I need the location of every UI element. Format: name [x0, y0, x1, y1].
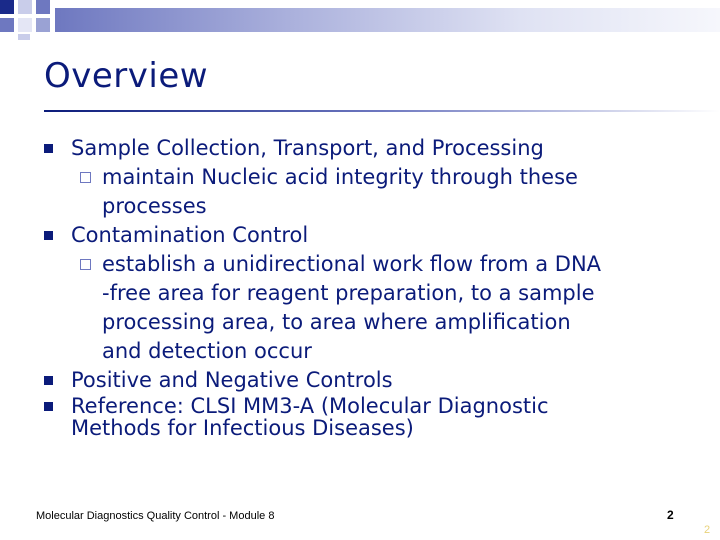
decor-square-5: [18, 18, 32, 32]
sub-bullet-text: processing area, to area where amplification: [102, 310, 571, 334]
corner-mark: 2: [704, 524, 711, 536]
bullet-text: Contamination Control: [71, 223, 309, 247]
decor-square-7: [18, 34, 30, 40]
decor-square-6: [36, 18, 50, 32]
slide-title: Overview: [44, 56, 209, 96]
hollow-square-bullet-icon: [80, 172, 91, 183]
sub-bullet-continuation: [44, 279, 694, 308]
filled-square-bullet-icon: [44, 376, 53, 385]
sub-bullet-continuation: [44, 337, 694, 366]
sub-bullet-continuation: [44, 192, 694, 221]
title-underline: [44, 110, 720, 112]
bullet-item: [44, 221, 694, 250]
bullet-item: [44, 366, 694, 395]
header-gradient-band: [55, 8, 720, 32]
sub-bullet-text: processes: [102, 194, 207, 218]
bullet-item: [44, 395, 694, 417]
bullet-continuation: [44, 417, 694, 439]
filled-square-bullet-icon: [44, 144, 53, 153]
filled-square-bullet-icon: [44, 402, 53, 411]
sub-bullet-text: and detection occur: [102, 339, 312, 363]
sub-bullet-text: -free area for reagent preparation, to a sample: [102, 281, 595, 305]
decor-square-1: [0, 0, 14, 14]
bullet-text: Methods for Infectious Diseases): [71, 416, 414, 440]
hollow-square-bullet-icon: [80, 259, 91, 270]
slide-content: [44, 134, 694, 439]
bullet-item: [44, 134, 694, 163]
sub-bullet-text: maintain Nucleic acid integrity through these: [102, 165, 578, 189]
sub-bullet-text: establish a unidirectional work flow from a DNA: [102, 252, 602, 276]
page-number: 2: [667, 508, 674, 522]
bullet-text: Reference: CLSI MM3-A (Molecular Diagnostic: [71, 394, 549, 418]
bullet-text: Positive and Negative Controls: [71, 368, 393, 392]
sub-bullet-item: [44, 250, 694, 279]
decor-square-3: [36, 0, 50, 14]
filled-square-bullet-icon: [44, 231, 53, 240]
bullet-text: Sample Collection, Transport, and Processing: [71, 136, 544, 160]
slide-footer: Molecular Diagnostics Quality Control - Module 8: [36, 510, 275, 522]
sub-bullet-continuation: [44, 308, 694, 337]
decor-square-2: [18, 0, 32, 14]
decor-square-4: [0, 18, 14, 32]
sub-bullet-item: [44, 163, 694, 192]
header-decoration: [0, 0, 720, 40]
